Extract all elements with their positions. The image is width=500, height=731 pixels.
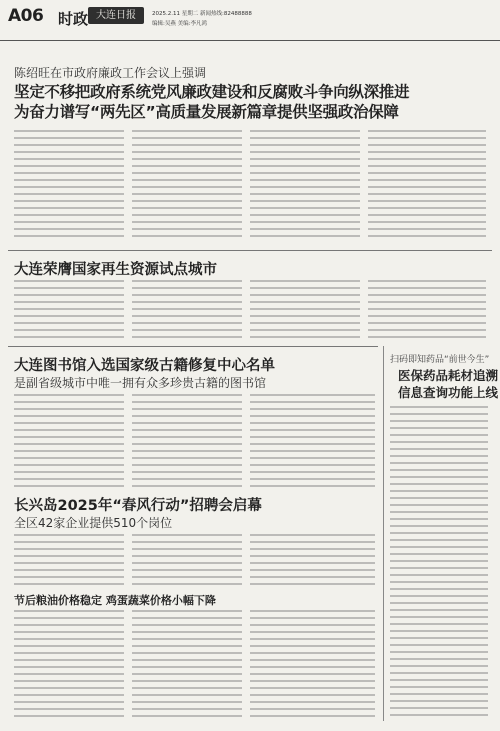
sidebar-headline-line1: 医保药品耗材追溯 <box>398 368 499 383</box>
article1-headline-line2: 为奋力谱写“两先区”高质量发展新篇章提供坚强政治保障 <box>14 103 399 121</box>
article3-body-col1 <box>14 394 124 490</box>
sidebar-divider <box>383 346 384 721</box>
article1-body-col1 <box>14 130 124 240</box>
article3-body-col3 <box>250 394 375 490</box>
article4-subheadline: 全区42家企业提供510个岗位 <box>14 516 173 530</box>
section-name: 时政 <box>58 10 89 28</box>
article5-headline: 节后粮油价格稳定 鸡蛋蔬菜价格小幅下降 <box>14 594 216 607</box>
article3-body-col2 <box>132 394 242 490</box>
article4-body-col1 <box>14 534 124 586</box>
article3-headline: 大连图书馆入选国家级古籍修复中心名单 <box>14 358 275 374</box>
article4-headline: 长兴岛2025年“春风行动”招聘会启幕 <box>14 498 262 514</box>
sidebar-body <box>390 406 488 720</box>
article5-body-col2 <box>132 610 242 720</box>
article5-body-col3 <box>250 610 375 720</box>
article5-body-col1 <box>14 610 124 720</box>
article2-body-col3 <box>250 280 360 342</box>
article1-headline-line1: 坚定不移把政府系统党风廉政建设和反腐败斗争向纵深推进 <box>14 83 410 101</box>
article2-body-col1 <box>14 280 124 342</box>
article2-body-col4 <box>368 280 486 342</box>
page-number: A06 <box>8 6 44 26</box>
article1-body-col2 <box>132 130 242 240</box>
sidebar-headline-line2: 信息查询功能上线 <box>398 385 499 400</box>
article2-headline: 大连荣膺国家再生资源试点城市 <box>14 262 217 278</box>
paper-logo: 大连日报 <box>88 7 144 24</box>
article1-body-col4 <box>368 130 486 240</box>
date-line: 2025.2.11 星期二 新闻热线:82488888 <box>152 11 252 17</box>
sidebar-kicker: 扫码即知药品“前世今生” <box>390 355 490 365</box>
article3-subheadline: 是副省级城市中唯一拥有众多珍贵古籍的图书馆 <box>14 376 267 390</box>
article1-body-col3 <box>250 130 360 240</box>
editors-line: 编辑:吴燕 美编:李凡鸿 <box>152 21 207 27</box>
divider <box>8 250 492 251</box>
article4-body-col3 <box>250 534 375 586</box>
divider <box>8 346 378 347</box>
article2-body-col2 <box>132 280 242 342</box>
masthead <box>0 0 500 41</box>
article1-kicker: 陈绍旺在市政府廉政工作会议上强调 <box>14 66 207 80</box>
article4-body-col2 <box>132 534 242 586</box>
